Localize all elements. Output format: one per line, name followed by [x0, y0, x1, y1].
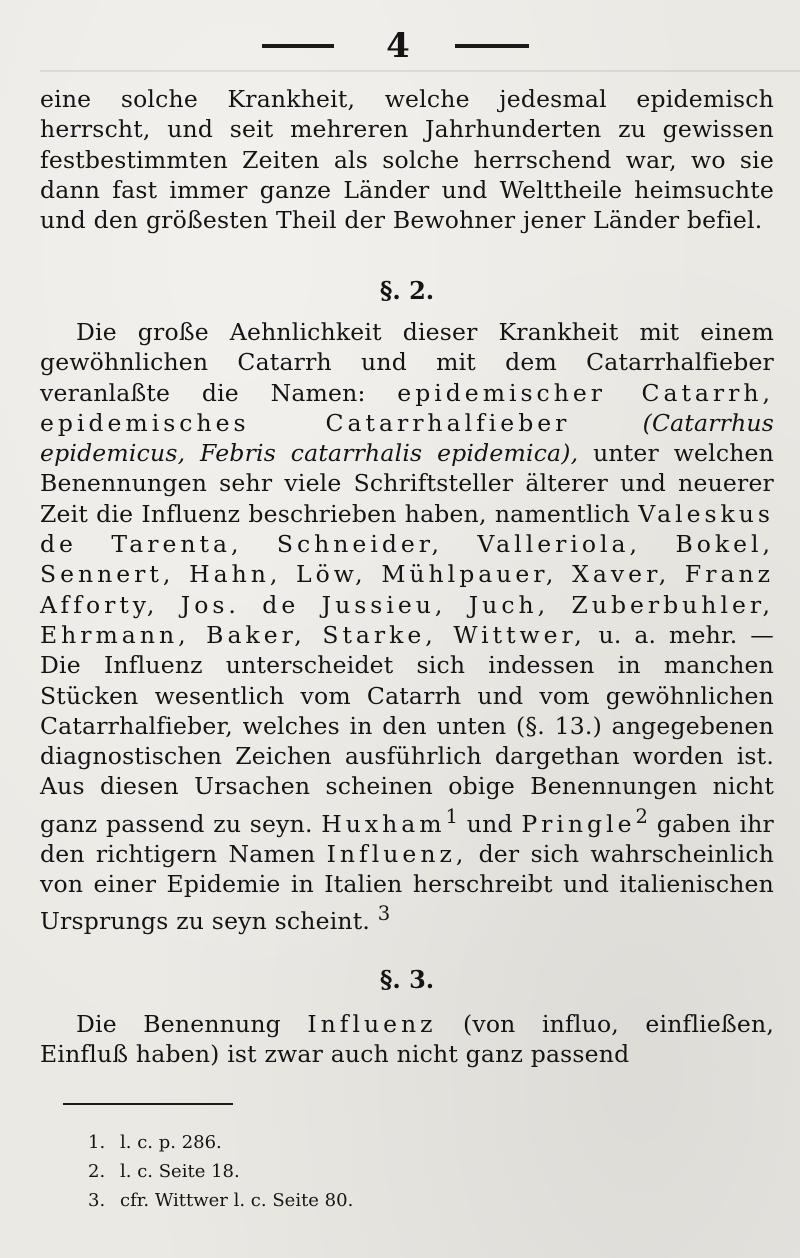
header-rule-right: [455, 44, 529, 48]
para2-text-d: gaben ihr den richtigern Namen: [40, 809, 774, 868]
section-heading-3: §. 3.: [379, 965, 435, 994]
page-header: [0, 22, 800, 72]
paragraph-1: eine solche Krankheit, welche jedesmal epidemisch herrscht, und seit mehreren Jahrhunderten zu gewissen festbestimmten Zeiten als solche herrschend war, wo sie dann fast immer ganze Länder und Welttheile heimsuchte und den größesten Theil der Bewohner jener Länder befiel.: [40, 85, 774, 235]
author-names: Valeskus de Tarenta, Schneider, Valleriola, Bokel, Sennert, Hahn, Löw, Mühlpauer, Xaver, Franz Afforty, Jos. de Jussieu, Juch, Zuberbuhler, Ehrmann, Baker, Starke, Wittwer,: [40, 499, 774, 649]
para3-text-b: (von influo, einfließen, Einfluß haben) ist zwar auch nicht ganz passend: [40, 1010, 774, 1069]
footnote-text: cfr. Wittwer l. c. Seite 80.: [120, 1190, 354, 1211]
paragraph-3: [40, 1009, 774, 1070]
latin-terms: (Catarrhus epidemicus, Febris catarrhalis epidemica),: [40, 408, 775, 468]
term-epidemisches-catarrhalfieber: epidemisches Catarrhalfieber: [40, 408, 571, 437]
scan-shadow-line: [40, 70, 800, 72]
footnote-number: 3.: [88, 1190, 106, 1211]
footnote-ref-2: 2: [635, 804, 649, 828]
term-influenz: Influenz,: [326, 839, 468, 868]
footnote-number: 1.: [88, 1132, 106, 1153]
para2-text-b: unter welchen Benennungen sehr viele Schriftsteller älterer und neuerer Zeit die Influenz beschrieben haben, namentlich: [40, 439, 774, 528]
footnote-2: [88, 1157, 353, 1186]
footnote-ref-3: 3: [377, 902, 391, 926]
para2-text-c: u. a. mehr. — Die Influenz unterscheidet sich indessen in manchen Stücken wesentlich vom Catarrh und vom gewöhnlichen Catarrhalfieber, welches in den unten (§. 13.) angegebenen diagnostischen Zeichen ausführlich dargethan worden ist. Aus diesen Ursachen scheinen obige Benennungen nicht ganz passend zu seyn.: [40, 620, 774, 838]
term-influenz-2: Influenz: [307, 1010, 437, 1038]
header-rule-left: [262, 44, 334, 48]
footnote-rule: [63, 1103, 233, 1105]
para3-text-a: Die Benennung: [76, 1010, 281, 1038]
section-heading-2: §. 2.: [379, 276, 435, 305]
term-epidemischer-catarrh: epidemischer Catarrh,: [397, 378, 774, 407]
page-number: 4: [386, 26, 410, 66]
word-und: und: [466, 809, 513, 838]
footnote-text: l. c. p. 286.: [120, 1132, 222, 1153]
page-body: [40, 84, 775, 1069]
author-huxham: Huxham: [321, 809, 446, 838]
footnote-ref-1: 1: [445, 804, 459, 828]
para2-text-e: der sich wahrscheinlich von einer Epidemie in Italien herschreibt und italienischen Ursprungs zu seyn scheint.: [40, 839, 775, 936]
footnotes: [88, 1128, 353, 1215]
author-pringle: Pringle: [521, 809, 636, 838]
footnote-1: [88, 1128, 353, 1157]
paragraph-2: [40, 317, 774, 937]
footnote-3: [88, 1186, 353, 1215]
footnote-text: l. c. Seite 18.: [120, 1161, 240, 1182]
para2-text-a: Die große Aehnlichkeit dieser Krankheit mit einem gewöhnlichen Catarrh und mit dem Catarrhalfieber veranlaßte die Namen:: [40, 318, 774, 407]
footnote-number: 2.: [88, 1161, 106, 1182]
